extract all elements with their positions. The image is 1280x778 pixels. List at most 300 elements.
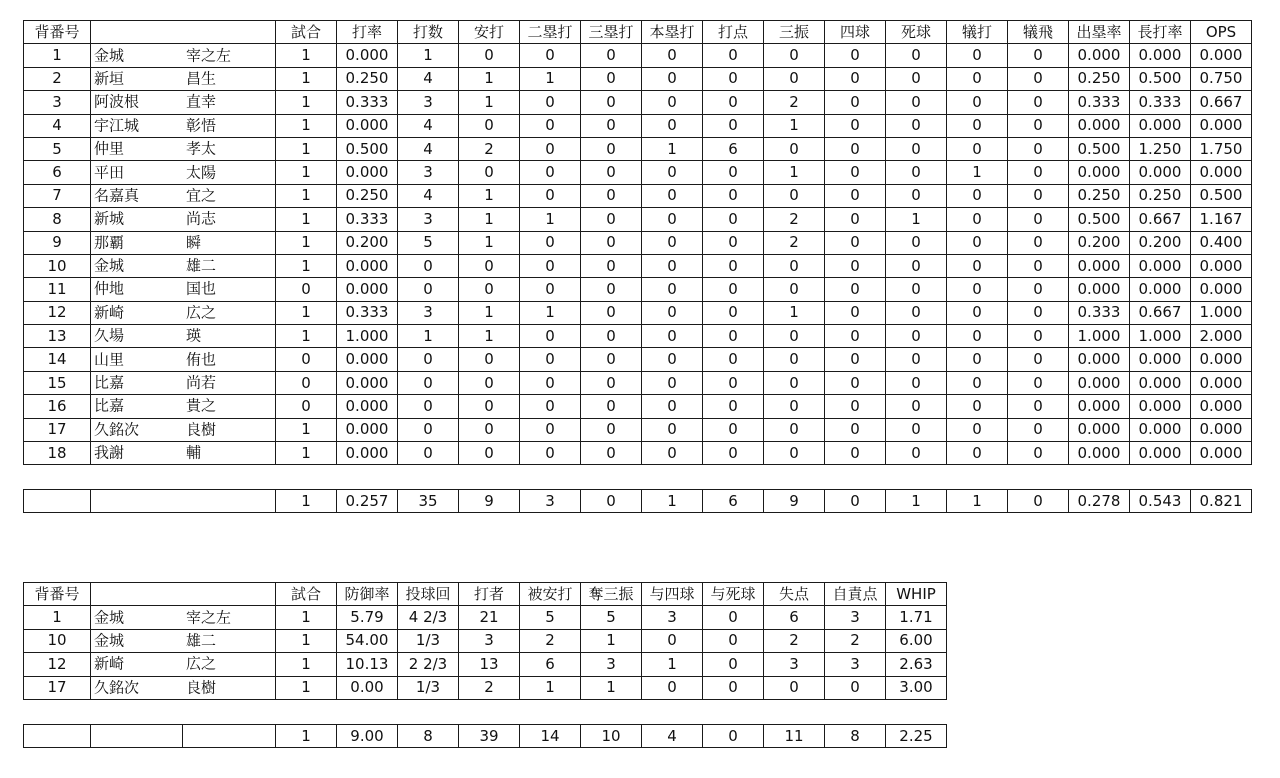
stat-cell: 1 <box>276 114 337 137</box>
stat-cell: 0 <box>825 418 886 441</box>
stat-cell: 0 <box>703 348 764 371</box>
stat-cell: 21 <box>459 606 520 629</box>
stat-cell: 0 <box>886 442 947 465</box>
jersey-number-cell: 3 <box>24 91 91 114</box>
stat-cell: 0.000 <box>1130 278 1191 301</box>
stat-cell: 0 <box>825 137 886 160</box>
stat-cell: 0 <box>1008 442 1069 465</box>
player-surname: 名嘉真 <box>94 186 140 205</box>
column-header: 失点 <box>764 583 825 606</box>
table-row <box>24 67 1252 90</box>
total-cell: 11 <box>764 725 825 748</box>
batting-totals-table <box>23 489 1252 513</box>
column-header: 投球回 <box>398 583 459 606</box>
column-header: 奪三振 <box>581 583 642 606</box>
stat-cell: 0 <box>1008 44 1069 67</box>
stat-cell: 1 <box>276 231 337 254</box>
stat-cell: 0.000 <box>337 44 398 67</box>
stat-cell: 0 <box>642 254 703 277</box>
stat-cell: 0 <box>581 114 642 137</box>
column-header: 出塁率 <box>1069 21 1130 44</box>
total-cell: 9 <box>459 490 520 513</box>
stat-cell: 0 <box>947 254 1008 277</box>
stat-cell: 0.400 <box>1191 231 1252 254</box>
stat-cell: 0.000 <box>1069 114 1130 137</box>
total-cell <box>91 725 183 748</box>
stat-cell: 0 <box>764 278 825 301</box>
total-cell: 2.25 <box>886 725 947 748</box>
stat-cell: 0 <box>825 67 886 90</box>
stat-cell: 0 <box>581 325 642 348</box>
stat-cell: 0 <box>581 91 642 114</box>
stat-cell: 0 <box>825 254 886 277</box>
stat-cell: 0.000 <box>337 418 398 441</box>
stat-cell: 0 <box>703 676 764 699</box>
player-given-name: 瞬 <box>186 233 202 252</box>
player-surname: 金城 <box>94 46 125 65</box>
stat-cell: 0 <box>825 161 886 184</box>
stat-cell: 0 <box>1008 208 1069 231</box>
player-surname: 我謝 <box>94 443 125 462</box>
stat-cell: 0 <box>764 676 825 699</box>
stat-cell: 1 <box>398 325 459 348</box>
stat-cell: 0.000 <box>1069 418 1130 441</box>
stat-cell: 0.000 <box>1130 114 1191 137</box>
player-given-name: 彰悟 <box>186 116 217 135</box>
stat-cell: 0 <box>581 184 642 207</box>
stat-cell: 0 <box>581 395 642 418</box>
stat-cell: 0 <box>703 44 764 67</box>
stat-cell: 0.000 <box>1130 371 1191 394</box>
stat-cell: 0.500 <box>1130 67 1191 90</box>
stat-cell: 0 <box>703 184 764 207</box>
stat-cell: 0.000 <box>1130 395 1191 418</box>
player-name-cell <box>91 653 276 676</box>
stat-cell: 0 <box>764 395 825 418</box>
stat-cell: 6 <box>703 137 764 160</box>
stat-cell: 0 <box>703 208 764 231</box>
stat-cell: 0 <box>764 44 825 67</box>
jersey-number-cell: 14 <box>24 348 91 371</box>
jersey-number-cell: 9 <box>24 231 91 254</box>
stat-cell: 1 <box>764 301 825 324</box>
stat-cell: 0 <box>825 184 886 207</box>
table-row <box>24 137 1252 160</box>
stat-cell: 0 <box>1008 418 1069 441</box>
stat-cell: 0 <box>825 442 886 465</box>
stat-cell: 0 <box>642 184 703 207</box>
stat-cell: 4 <box>398 137 459 160</box>
total-cell: 4 <box>642 725 703 748</box>
table-row <box>24 348 1252 371</box>
jersey-number-cell: 1 <box>24 44 91 67</box>
player-surname: 新崎 <box>94 303 125 322</box>
player-name-cell <box>91 629 276 652</box>
stat-cell: 0 <box>459 114 520 137</box>
stat-cell: 0.000 <box>1191 418 1252 441</box>
total-cell: 0.821 <box>1191 490 1252 513</box>
player-name-cell <box>91 442 276 465</box>
stat-cell: 0 <box>642 676 703 699</box>
jersey-number-cell: 7 <box>24 184 91 207</box>
stat-cell: 5 <box>398 231 459 254</box>
player-surname: 比嘉 <box>94 373 125 392</box>
stat-cell: 0 <box>886 418 947 441</box>
stat-cell: 0 <box>764 254 825 277</box>
stat-cell: 0 <box>886 231 947 254</box>
stat-cell: 0 <box>520 114 581 137</box>
column-header: 試合 <box>276 21 337 44</box>
player-given-name: 宰之左 <box>186 608 232 627</box>
stat-cell: 0 <box>642 418 703 441</box>
stat-cell: 0 <box>886 348 947 371</box>
stat-cell: 0 <box>520 254 581 277</box>
player-given-name: 貴之 <box>186 396 217 415</box>
total-cell: 14 <box>520 725 581 748</box>
stat-cell: 0.667 <box>1191 91 1252 114</box>
player-surname: 山里 <box>94 350 125 369</box>
stat-cell: 1 <box>520 208 581 231</box>
stat-cell: 0 <box>886 44 947 67</box>
stat-cell: 3 <box>581 653 642 676</box>
stat-cell: 0 <box>581 418 642 441</box>
stat-cell: 6.00 <box>886 629 947 652</box>
stat-cell: 0 <box>703 301 764 324</box>
stat-cell: 0.000 <box>1069 254 1130 277</box>
column-header: 打者 <box>459 583 520 606</box>
stat-cell: 0 <box>825 208 886 231</box>
stat-cell: 1.750 <box>1191 137 1252 160</box>
stat-cell: 0 <box>1008 254 1069 277</box>
stat-cell: 0 <box>825 676 886 699</box>
stat-cell: 0.333 <box>337 91 398 114</box>
stat-cell: 0 <box>642 91 703 114</box>
stat-cell: 0 <box>764 184 825 207</box>
stat-cell: 1 <box>520 67 581 90</box>
stat-cell: 0 <box>703 606 764 629</box>
stat-cell: 0 <box>276 348 337 371</box>
stat-cell: 1 <box>276 442 337 465</box>
stat-cell: 3 <box>398 161 459 184</box>
column-header: 長打率 <box>1130 21 1191 44</box>
stat-cell: 0.333 <box>1069 301 1130 324</box>
stat-cell: 2 <box>764 208 825 231</box>
table-row <box>24 184 1252 207</box>
stat-cell: 0.500 <box>1069 208 1130 231</box>
stat-cell: 0 <box>886 184 947 207</box>
stat-cell: 0 <box>642 371 703 394</box>
stat-cell: 1 <box>459 184 520 207</box>
stat-cell: 0 <box>886 371 947 394</box>
player-surname: 金城 <box>94 256 125 275</box>
total-cell: 8 <box>398 725 459 748</box>
stat-cell: 3 <box>398 301 459 324</box>
stat-cell: 0.250 <box>337 184 398 207</box>
table-row <box>24 91 1252 114</box>
stat-cell: 0 <box>825 371 886 394</box>
stat-cell: 4 <box>398 114 459 137</box>
stat-cell: 1 <box>459 91 520 114</box>
stat-cell: 0 <box>947 301 1008 324</box>
stat-cell: 0 <box>703 371 764 394</box>
jersey-number-cell: 13 <box>24 325 91 348</box>
stat-cell: 0 <box>642 208 703 231</box>
player-surname: 宇江城 <box>94 116 140 135</box>
stat-cell: 0.000 <box>337 161 398 184</box>
stat-cell: 0 <box>581 231 642 254</box>
stat-cell: 5 <box>520 606 581 629</box>
player-name-cell <box>91 606 276 629</box>
column-header: 打数 <box>398 21 459 44</box>
stat-cell: 0 <box>886 161 947 184</box>
column-header: 三塁打 <box>581 21 642 44</box>
stat-cell: 0 <box>520 395 581 418</box>
stat-cell: 0.667 <box>1130 208 1191 231</box>
stat-cell: 2 <box>764 91 825 114</box>
stat-cell: 0.333 <box>337 301 398 324</box>
total-cell: 0.257 <box>337 490 398 513</box>
stat-cell: 0 <box>947 442 1008 465</box>
stat-cell: 0 <box>398 348 459 371</box>
total-cell: 3 <box>520 490 581 513</box>
stat-cell: 0 <box>642 348 703 371</box>
column-header: 安打 <box>459 21 520 44</box>
stat-cell: 5 <box>581 606 642 629</box>
stat-cell: 0 <box>947 44 1008 67</box>
table-row <box>24 44 1252 67</box>
stat-cell: 0 <box>825 44 886 67</box>
total-cell: 0 <box>825 490 886 513</box>
stat-cell: 1 <box>520 676 581 699</box>
stat-cell: 0 <box>459 161 520 184</box>
stat-cell: 0 <box>703 278 764 301</box>
stat-cell: 0 <box>1008 301 1069 324</box>
player-given-name: 孝太 <box>186 139 217 158</box>
player-given-name: 輔 <box>186 443 202 462</box>
stat-cell: 0 <box>886 395 947 418</box>
player-name-cell <box>91 161 276 184</box>
stat-cell: 0 <box>642 278 703 301</box>
stat-cell: 0 <box>520 442 581 465</box>
stat-cell: 1 <box>764 161 825 184</box>
jersey-number-cell: 6 <box>24 161 91 184</box>
player-given-name: 昌生 <box>186 69 217 88</box>
stat-cell: 2 <box>459 676 520 699</box>
stat-cell: 0.000 <box>337 395 398 418</box>
stat-cell: 0 <box>1008 67 1069 90</box>
jersey-number-cell: 10 <box>24 629 91 652</box>
table-row <box>24 231 1252 254</box>
player-given-name: 尚若 <box>186 373 217 392</box>
player-surname: 新城 <box>94 209 125 228</box>
stat-cell: 0 <box>764 325 825 348</box>
stat-cell: 0.000 <box>1191 442 1252 465</box>
stat-cell: 6 <box>764 606 825 629</box>
stat-cell: 0 <box>642 114 703 137</box>
batting-header-row <box>24 21 1252 44</box>
stat-cell: 1 <box>947 161 1008 184</box>
stat-cell: 2 <box>520 629 581 652</box>
stat-cell: 0 <box>764 67 825 90</box>
stat-cell: 0 <box>459 348 520 371</box>
pitching-totals-row <box>24 725 947 748</box>
stat-cell: 0.000 <box>337 348 398 371</box>
total-cell: 0 <box>1008 490 1069 513</box>
player-surname: 平田 <box>94 163 125 182</box>
stat-cell: 0 <box>825 348 886 371</box>
table-row <box>24 371 1252 394</box>
player-given-name: 侑也 <box>186 350 217 369</box>
stat-cell: 0 <box>703 629 764 652</box>
stat-cell: 0 <box>642 67 703 90</box>
stat-cell: 3 <box>642 606 703 629</box>
stat-cell: 0 <box>703 114 764 137</box>
stat-cell: 2.000 <box>1191 325 1252 348</box>
stat-cell: 0 <box>276 371 337 394</box>
stat-cell: 0.000 <box>1130 254 1191 277</box>
total-cell: 9.00 <box>337 725 398 748</box>
table-row <box>24 653 947 676</box>
stat-cell: 0 <box>581 348 642 371</box>
stat-cell: 1 <box>276 325 337 348</box>
column-header: 試合 <box>276 583 337 606</box>
stat-cell: 1 <box>276 606 337 629</box>
stat-cell: 1 <box>276 676 337 699</box>
stat-cell: 0 <box>520 184 581 207</box>
stat-cell: 1 <box>520 301 581 324</box>
pitching-header-row <box>24 583 947 606</box>
stat-cell: 0.000 <box>1130 161 1191 184</box>
column-header: 三振 <box>764 21 825 44</box>
stat-cell: 1.000 <box>1191 301 1252 324</box>
stat-cell: 0.000 <box>337 114 398 137</box>
stat-cell: 0 <box>398 395 459 418</box>
stat-cell: 0 <box>886 254 947 277</box>
stat-cell: 0 <box>642 301 703 324</box>
stat-cell: 0 <box>764 137 825 160</box>
player-name-cell <box>91 301 276 324</box>
stat-cell: 4 2/3 <box>398 606 459 629</box>
jersey-number-cell: 15 <box>24 371 91 394</box>
player-surname: 久銘次 <box>94 678 140 697</box>
stat-cell: 1 <box>276 418 337 441</box>
stat-cell: 0 <box>825 301 886 324</box>
stat-cell: 0.500 <box>337 137 398 160</box>
stat-cell: 0 <box>947 231 1008 254</box>
stat-cell: 0 <box>886 325 947 348</box>
stat-cell: 0 <box>947 395 1008 418</box>
stat-cell: 0.00 <box>337 676 398 699</box>
player-surname: 仲里 <box>94 139 125 158</box>
table-row <box>24 418 1252 441</box>
stat-cell: 0.000 <box>1069 371 1130 394</box>
stat-cell: 0.333 <box>1130 91 1191 114</box>
total-cell: 35 <box>398 490 459 513</box>
stat-cell: 0.000 <box>1191 254 1252 277</box>
stat-cell: 1 <box>581 629 642 652</box>
column-header: OPS <box>1191 21 1252 44</box>
stat-cell: 0 <box>581 44 642 67</box>
stat-cell: 0 <box>1008 325 1069 348</box>
player-name-cell <box>91 371 276 394</box>
stat-cell: 0 <box>1008 184 1069 207</box>
stat-cell: 54.00 <box>337 629 398 652</box>
stat-cell: 0 <box>1008 161 1069 184</box>
player-name-cell <box>91 254 276 277</box>
stat-cell: 0 <box>886 91 947 114</box>
stat-cell: 0 <box>642 161 703 184</box>
stat-cell: 0 <box>398 418 459 441</box>
jersey-number-cell: 5 <box>24 137 91 160</box>
batting-stats-table <box>23 20 1252 465</box>
stat-cell: 1/3 <box>398 676 459 699</box>
stat-cell: 0 <box>459 278 520 301</box>
stat-cell: 0 <box>581 161 642 184</box>
total-cell: 1 <box>947 490 1008 513</box>
stat-cell: 0.000 <box>1069 348 1130 371</box>
table-row <box>24 629 947 652</box>
player-given-name: 良樹 <box>186 678 217 697</box>
stat-cell: 1.71 <box>886 606 947 629</box>
total-cell <box>91 490 276 513</box>
stat-cell: 0.000 <box>1130 348 1191 371</box>
stat-cell: 0 <box>520 231 581 254</box>
jersey-number-cell: 4 <box>24 114 91 137</box>
stat-cell: 0.250 <box>1130 184 1191 207</box>
table-row <box>24 254 1252 277</box>
total-cell: 1 <box>276 490 337 513</box>
stat-cell: 0.000 <box>1130 442 1191 465</box>
stat-cell: 0 <box>947 348 1008 371</box>
stat-cell: 2 <box>764 231 825 254</box>
stat-cell: 0 <box>642 325 703 348</box>
table-row <box>24 442 1252 465</box>
player-name-cell <box>91 418 276 441</box>
stat-cell: 1 <box>276 629 337 652</box>
player-given-name: 太陽 <box>186 163 217 182</box>
stat-cell: 0.333 <box>1069 91 1130 114</box>
total-cell: 10 <box>581 725 642 748</box>
stat-cell: 1 <box>276 161 337 184</box>
stat-cell: 0 <box>947 278 1008 301</box>
stat-cell: 0.000 <box>1069 161 1130 184</box>
player-surname: 新崎 <box>94 654 125 673</box>
stat-cell: 3 <box>398 208 459 231</box>
stat-cell: 3 <box>398 91 459 114</box>
player-given-name: 瑛 <box>186 326 202 345</box>
stat-cell: 1 <box>276 44 337 67</box>
stat-cell: 1 <box>398 44 459 67</box>
stat-cell: 1 <box>459 231 520 254</box>
stat-cell: 0.000 <box>1191 278 1252 301</box>
stat-cell: 0.500 <box>1069 137 1130 160</box>
stat-cell: 0 <box>459 395 520 418</box>
total-cell: 0 <box>581 490 642 513</box>
stat-cell: 0.000 <box>337 442 398 465</box>
stat-cell: 0 <box>398 371 459 394</box>
stat-cell: 1 <box>276 67 337 90</box>
player-name-cell <box>91 114 276 137</box>
stat-cell: 1 <box>581 676 642 699</box>
player-surname: 金城 <box>94 608 125 627</box>
stat-cell: 0 <box>1008 348 1069 371</box>
stat-cell: 0.000 <box>1191 395 1252 418</box>
stat-cell: 0 <box>520 278 581 301</box>
stat-cell: 0 <box>886 278 947 301</box>
stat-cell: 0 <box>642 442 703 465</box>
column-header <box>91 21 276 44</box>
player-name-cell <box>91 137 276 160</box>
